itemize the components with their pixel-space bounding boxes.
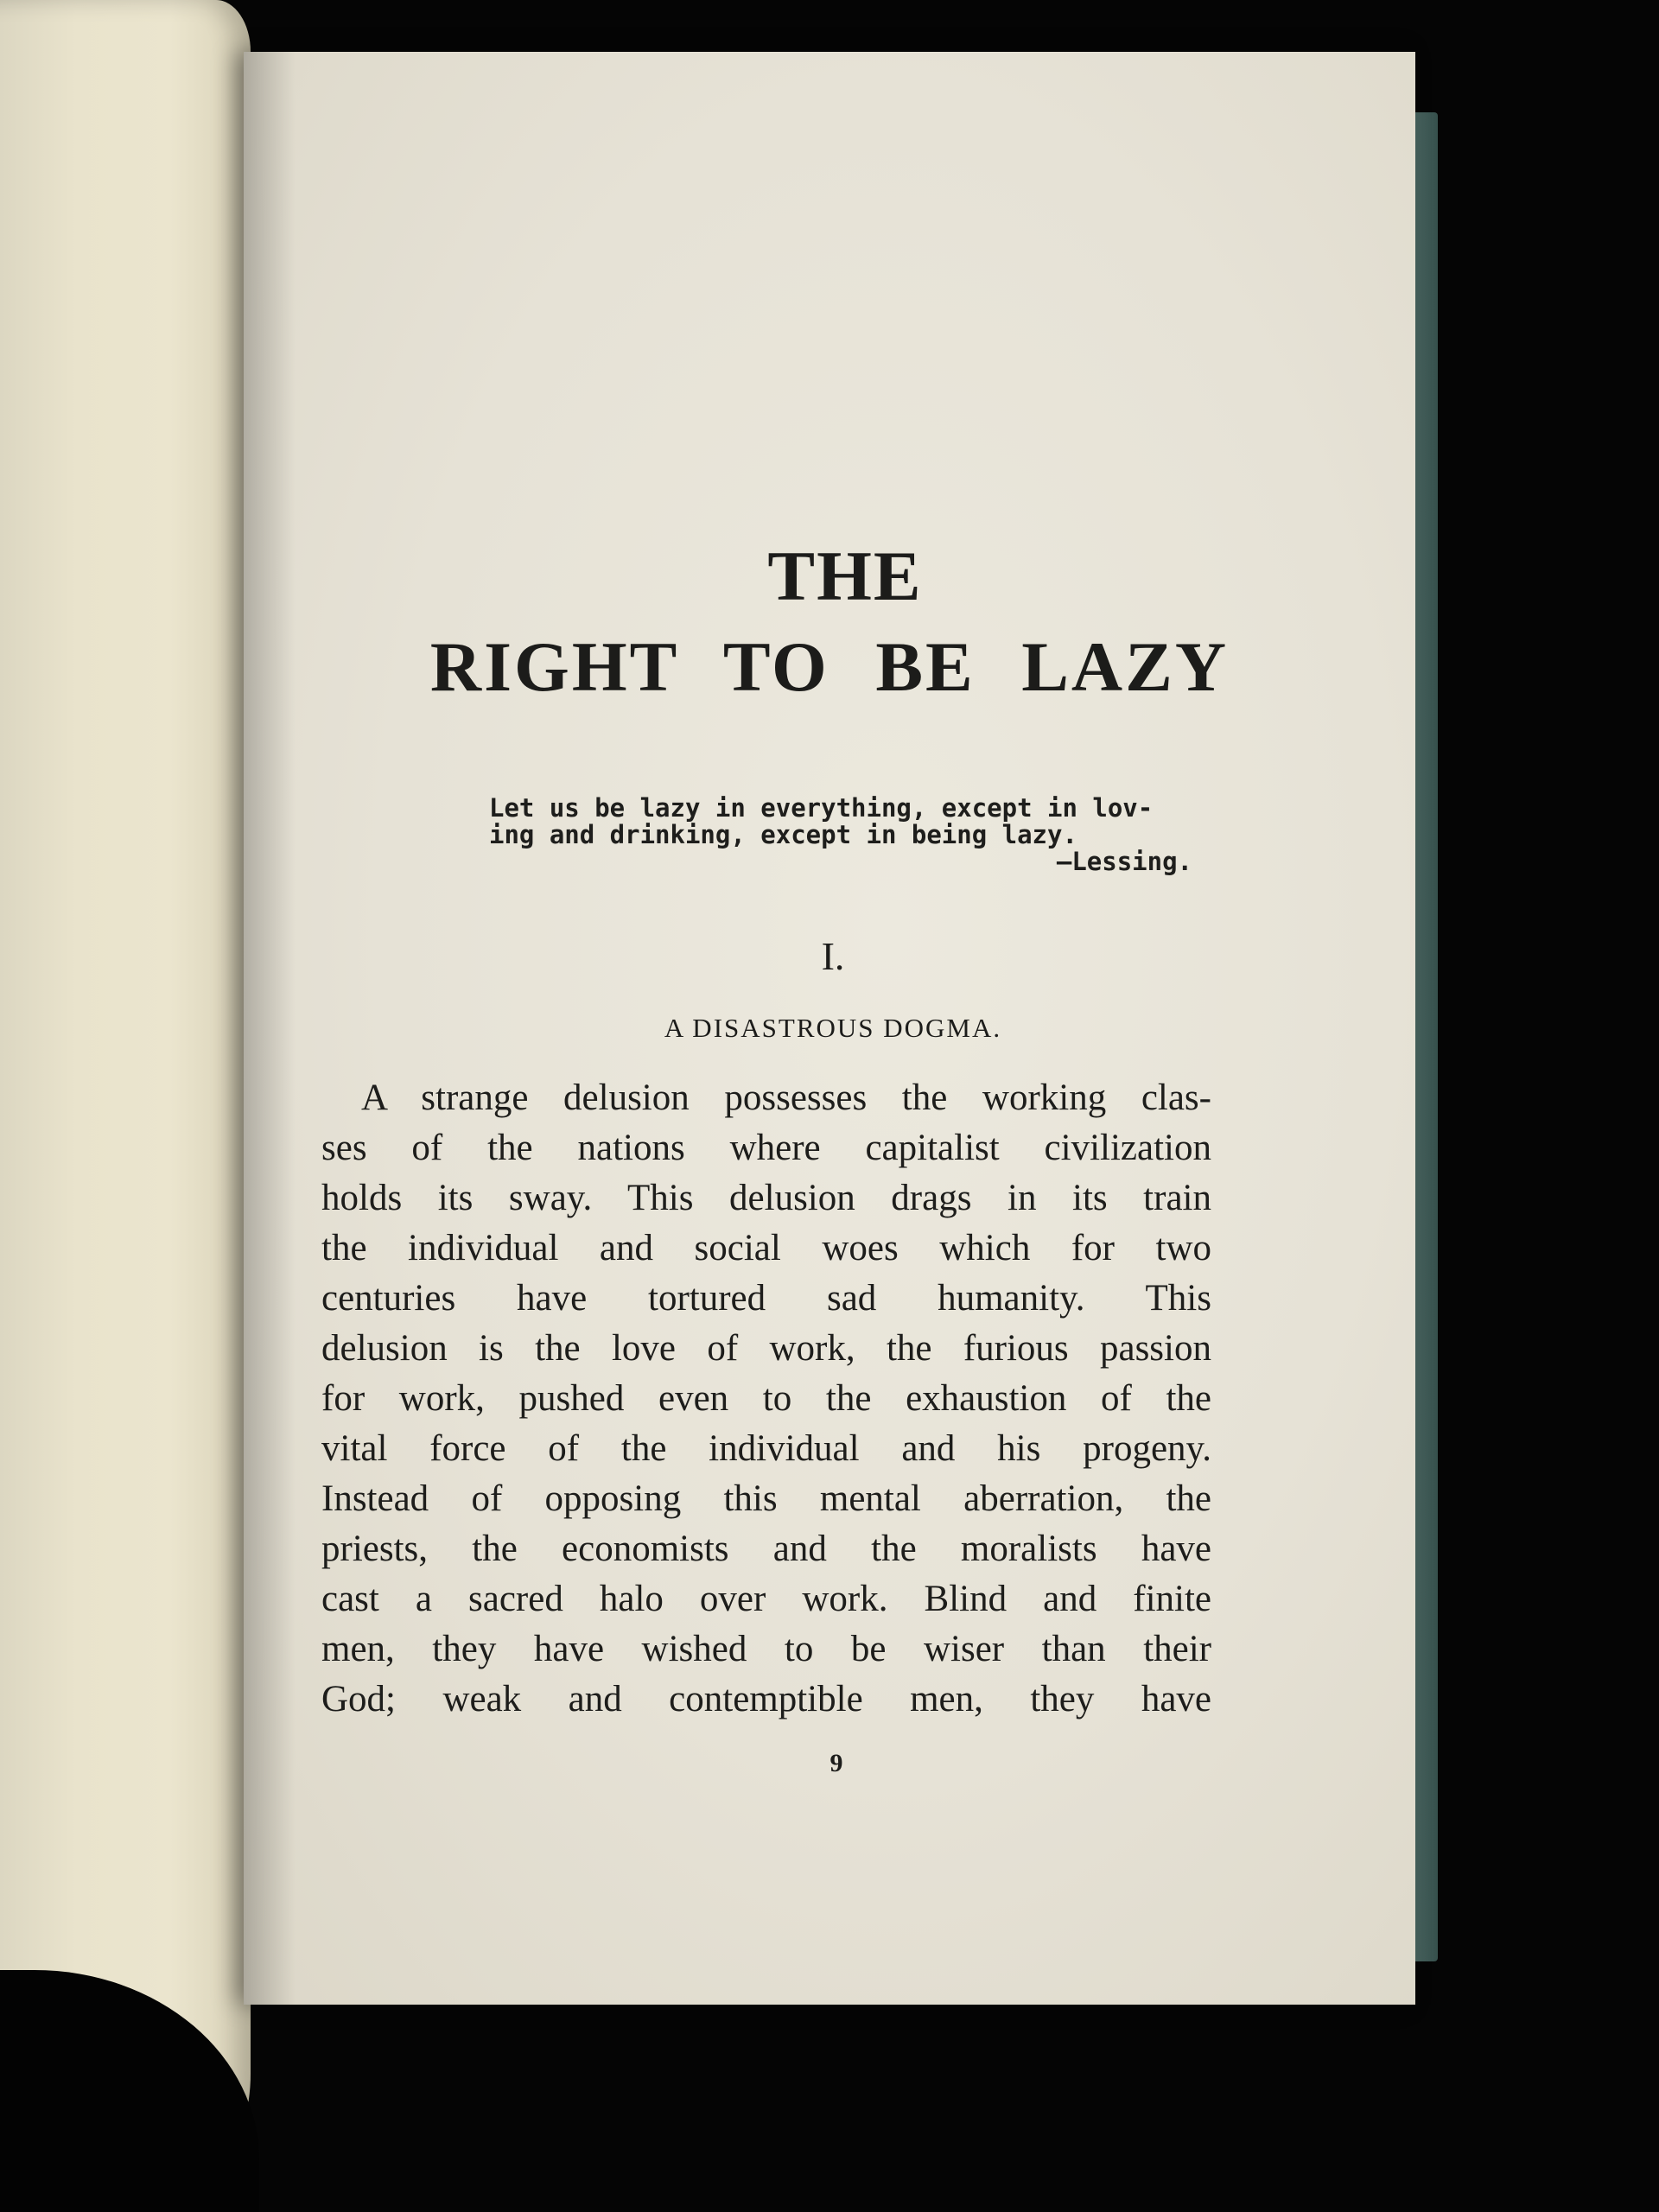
body-line: A strange delusion possesses the working clas- [361,1077,1211,1118]
body-line: men, they have wished to be wiser than their [321,1629,1211,1669]
body-line: Instead of opposing this mental aberration, the [321,1478,1211,1519]
body-line: ses of the nations where capitalist civilization [321,1128,1211,1168]
body-line: vital force of the individual and his progeny. [321,1428,1211,1469]
title-line-1: THE [767,537,923,615]
right-page [244,52,1415,2005]
body-line: God; weak and contemptible men, they have [321,1679,1211,1719]
body-line: the individual and social woes which for two [321,1228,1211,1268]
section-heading: A DISASTROUS DOGMA. [664,1013,1002,1043]
epigraph-line: Let us be lazy in everything, except in lov- [489,793,1154,823]
body-text [321,1073,1211,1725]
left-page [0,0,251,2212]
epigraph-attribution: —Lessing. [1056,847,1192,876]
body-line: holds its sway. This delusion drags in its train [321,1178,1211,1218]
section-number: I. [821,934,845,978]
body-line: priests, the economists and the moralists have [321,1529,1211,1569]
title-line-2: RIGHT TO BE LAZY [429,627,1230,706]
body-line: centuries have tortured sad humanity. This [321,1278,1211,1319]
page-number: 9 [830,1749,843,1777]
body-line: delusion is the love of work, the furious passion [321,1328,1211,1369]
body-line: cast a sacred halo over work. Blind and finite [321,1579,1211,1619]
epigraph-line: ing and drinking, except in being lazy. [489,820,1077,849]
body-line: for work, pushed even to the exhaustion of the [321,1378,1211,1419]
epigraph [489,795,1215,875]
